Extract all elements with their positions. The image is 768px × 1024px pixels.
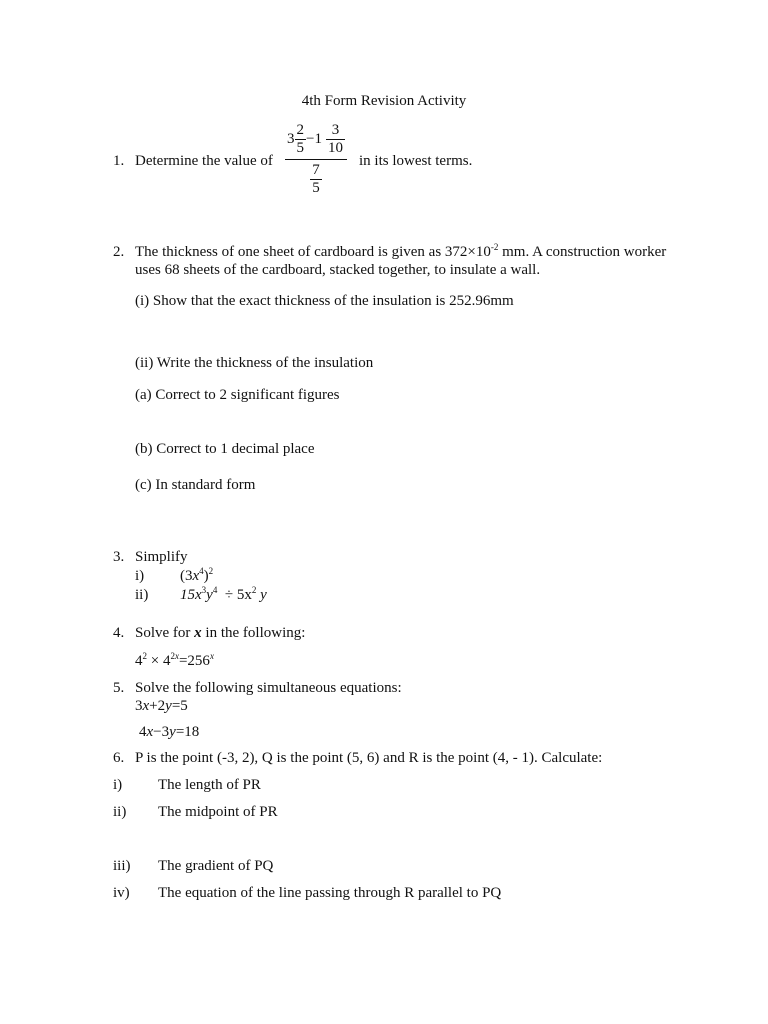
q6-item-text: The equation of the line passing through R parallel to PQ [158, 885, 502, 901]
q5-number: 5. [113, 680, 125, 696]
q1-frac2-num: 3 [331, 122, 340, 138]
q6-item-label: i) [113, 777, 123, 793]
q5-equation-1: 3x+2y=5 [135, 698, 188, 714]
q6-item-text: The gradient of PQ [158, 858, 274, 874]
q1-frac1 [295, 122, 307, 157]
q2-line2: uses 68 sheets of the cardboard, stacked together, to insulate a wall. [135, 262, 541, 278]
q2-line1-a: The thickness of one sheet of cardboard is given as 372×10 [135, 244, 491, 260]
q3-label: Simplify [135, 549, 188, 565]
q3-ii-label: ii) [135, 587, 149, 603]
q4-equation: $4^2 \times 4^{2x}=256^x$ [135, 651, 214, 669]
q6-item-label: ii) [113, 804, 127, 820]
q2-part-c: (c) In standard form [135, 477, 256, 493]
q1-prefix: Determine the value of [135, 153, 273, 169]
q1-frac1-den: 5 [296, 140, 304, 156]
q4-text [135, 625, 305, 642]
q3-ii-expression: $15x^3y^4 \div 5x^2$ y [180, 585, 267, 603]
q6-item-label: iii) [113, 858, 131, 874]
q3-i-label: i) [135, 568, 145, 584]
q1-minus: −1 [306, 130, 322, 147]
q3-number: 3. [113, 549, 125, 565]
q4-number: 4. [113, 625, 125, 641]
q1-complex-fraction [285, 122, 347, 197]
q2-part-ii: (ii) Write the thickness of the insulation [135, 355, 374, 371]
q1-den-num: 7 [312, 162, 320, 178]
q6-item-label: iv) [113, 885, 130, 901]
q4-text-a: Solve for [135, 625, 195, 641]
q2-line1-b: mm. A construction worker [498, 244, 667, 260]
q6-item-text: The length of PR [158, 777, 261, 793]
q1-whole1: 3 [287, 130, 295, 147]
q2-exponent: -2 [490, 242, 499, 252]
q6-text: P is the point (-3, 2), Q is the point (5, 6) and R is the point (4, - 1). Calculate: [135, 750, 603, 766]
q2-part-b: (b) Correct to 1 decimal place [135, 441, 315, 457]
q3-i-expression: $(3x^4)^2$ [180, 566, 214, 584]
q2-number: 2. [113, 244, 125, 260]
q5-equation-2: 4x−3y=18 [139, 724, 200, 740]
q1-numerator [285, 122, 347, 160]
q1-denominator [310, 162, 322, 197]
q2-part-i: (i) Show that the exact thickness of the insulation is 252.96mm [135, 293, 514, 309]
q1-den-den: 5 [312, 180, 320, 196]
q1-number: 1. [113, 153, 125, 169]
q4-variable: x [194, 625, 202, 641]
q5-text: Solve the following simultaneous equations: [135, 680, 402, 696]
q2-line1 [135, 244, 666, 261]
q1-frac2 [326, 122, 345, 157]
q4-text-b: in the following: [201, 625, 306, 641]
q6-item-text: The midpoint of PR [158, 804, 278, 820]
q1-suffix: in its lowest terms. [359, 153, 473, 169]
page-title: 4th Form Revision Activity [301, 93, 467, 109]
q6-number: 6. [113, 750, 125, 766]
q2-part-a: (a) Correct to 2 significant figures [135, 387, 340, 403]
q1-frac1-num: 2 [296, 122, 304, 138]
q1-frac2-den: 10 [327, 140, 343, 156]
